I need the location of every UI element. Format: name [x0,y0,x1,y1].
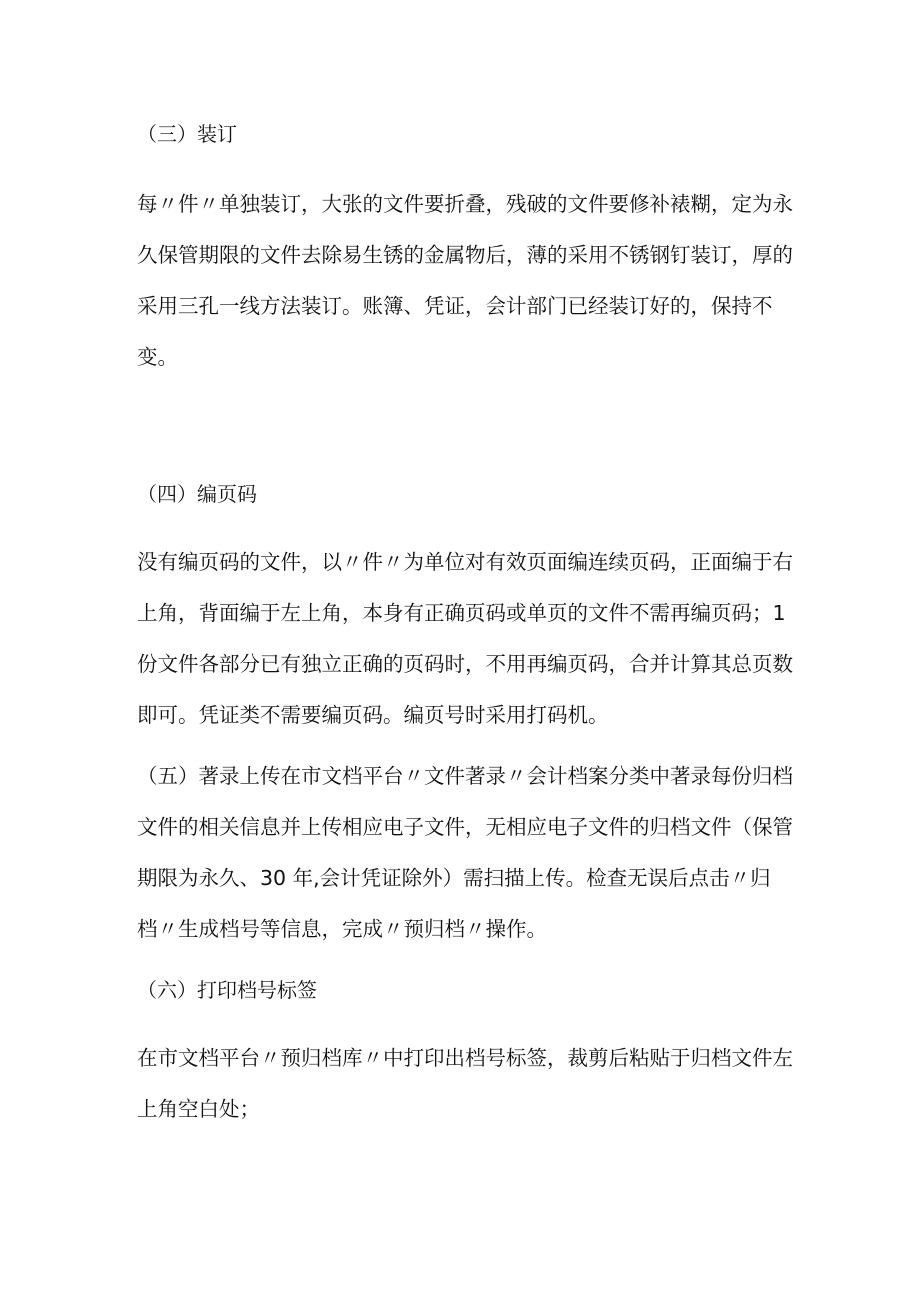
section-3-heading: （三）装订 [137,122,237,146]
paragraph-line: 上角，背面编于左上角，本身有正确页码或单页的文件不需再编页码；1 [137,601,786,625]
paragraph-line: 没有编页码的文件，以〃件〃为单位对有效页面编连续页码，正面编于右 [137,550,793,574]
paragraph-line: 采用三孔一线方法装订。账簿、凭证，会计部门已经装订好的，保持不 [137,294,773,318]
paragraph-line: 在市文档平台〃预归档库〃中打印出档号标签，裁剪后粘贴于归档文件左 [137,1046,793,1070]
paragraph-line: 上角空白处； [137,1097,260,1121]
section-6-heading: （六）打印档号标签 [137,978,317,1002]
section-6-paragraph [137,1033,793,1135]
section-5-paragraph [137,751,793,955]
paragraph-line: （五）著录上传在市文档平台〃文件著录〃会计档案分类中著录每份归档 [137,764,793,788]
section-4-heading: （四）编页码 [137,482,257,506]
section-3-paragraph [137,179,793,383]
paragraph-line: 即可。凭证类不需要编页码。编页号时采用打码机。 [137,703,609,727]
paragraph-line: 档〃生成档号等信息，完成〃预归档〃操作。 [137,917,547,941]
paragraph-line: 期限为永久、30 年,会计凭证除外）需扫描上传。检查无误后点击〃归 [137,866,771,890]
paragraph-line: 每〃件〃单独装订，大张的文件要折叠，残破的文件要修补裱糊，定为永 [137,192,793,216]
paragraph-line: 份文件各部分已有独立正确的页码时，不用再编页码，合并计算其总页数 [137,652,793,676]
paragraph-line: 文件的相关信息并上传相应电子文件，无相应电子文件的归档文件（保管 [137,815,793,839]
paragraph-line: 久保管期限的文件去除易生锈的金属物后，薄的采用不锈钢钉装订，厚的 [137,243,793,267]
section-4-paragraph [137,537,793,741]
paragraph-line: 变。 [137,345,178,369]
